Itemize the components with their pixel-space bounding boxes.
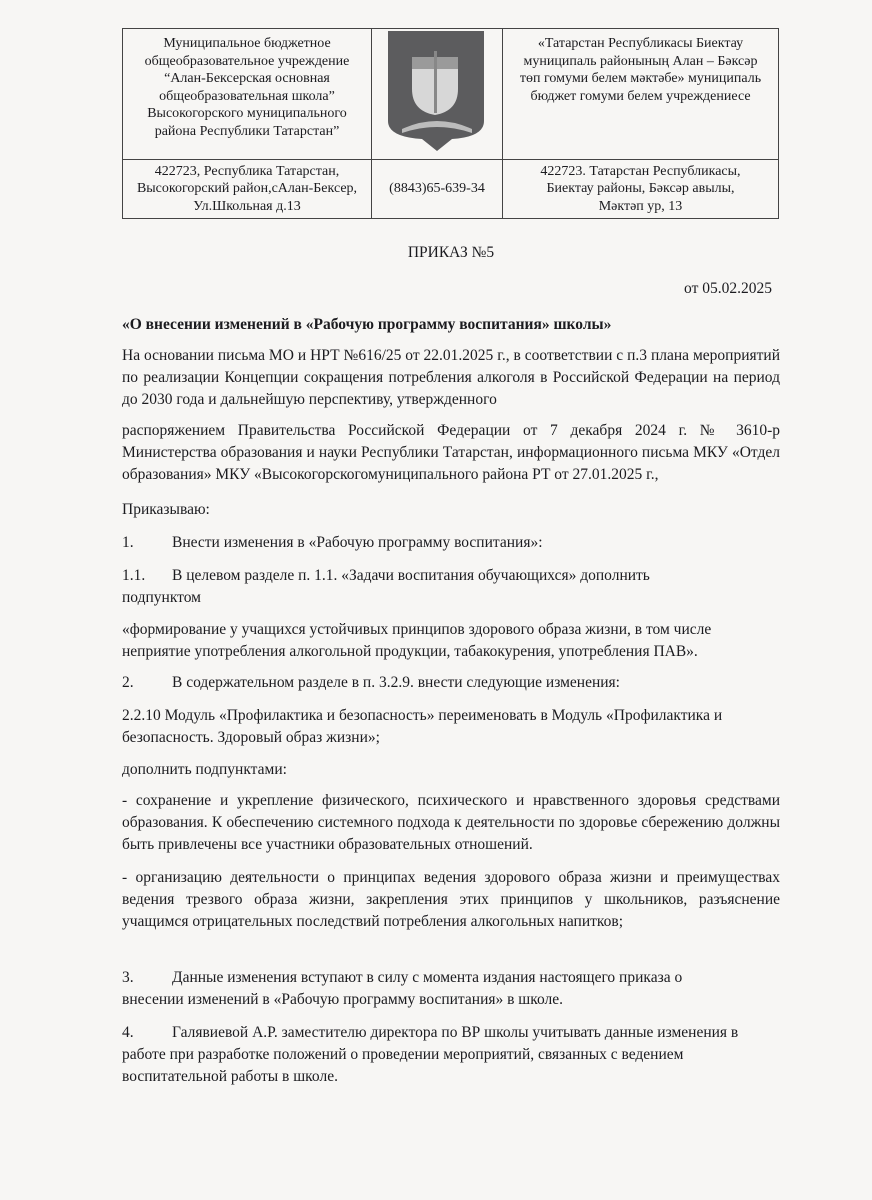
- order-date: от 05.02.2025: [684, 280, 772, 297]
- item-4: [122, 1022, 742, 1088]
- item-2-2-10: 2.2.10 Модуль «Профилактика и безопасность» переименовать в Модуль «Профилактика и безопасность. Здоровый образ жизни»;: [122, 707, 723, 746]
- school-name-ru: [123, 29, 372, 160]
- add-subitems-label: дополнить подпунктами:: [122, 761, 287, 778]
- phone: (8843)65-639-34: [372, 159, 503, 219]
- address-tt: [503, 159, 779, 219]
- quote-addition: «формирование у учащихся устойчивых принципов здорового образа жизни, в том числе неприятие употребления алкогольной продукции, табакокурения, употребления ПАВ».: [122, 621, 712, 660]
- line: төп гомуми белем мәктәбе» муниципаль: [519, 71, 762, 86]
- subitem-health: - сохранение и укрепление физического, психического и нравственного здоровья средствами образования. К обеспечению системного подхода к деятельности по здоровье сбережению должны быть привлечены все участники образовательных отношений.: [122, 792, 780, 853]
- item-number: 4.: [122, 1024, 134, 1041]
- line: «Татарстан Республикасы Биектау: [537, 36, 744, 51]
- line: 422723. Татарстан Республикасы,: [540, 163, 741, 179]
- line: Биектау районы, Бәксәр авылы,: [546, 181, 735, 196]
- line: “Алан-Бексерская основная: [164, 71, 330, 86]
- item-1-1: [122, 565, 722, 609]
- line: муниципаль районының Алан – Бәксәр: [523, 53, 758, 69]
- item-text: Данные изменения вступают в силу с момента издания настоящего приказа о внесении изменений в «Рабочую программу воспитания» в школе.: [122, 969, 683, 1008]
- paragraph-basis-cont: распоряжением Правительства Российской Федерации от 7 декабря 2024 г. № 3610-р Министерства образования и науки Республики Татарстан, информационного письма МКУ «Отдел образования» МКУ «Высокогорскогомуниципального района РТ от 27.01.2025 г.,: [122, 422, 780, 483]
- letterhead-table: [122, 28, 779, 219]
- item-text: В целевом разделе п. 1.1. «Задачи воспитания обучающихся» дополнить подпунктом: [122, 567, 650, 606]
- item-number: 3.: [122, 969, 134, 986]
- subitem-activities: - организацию деятельности о принципах ведения здорового образа жизни и преимуществах ведения трезвого образа жизни, закрепления этих принципов у школьников, разъяснение учащимся отрицательных последствий потребления алкогольных напитков;: [122, 869, 780, 930]
- item-number: 2.: [122, 674, 134, 691]
- item-2: [122, 672, 780, 694]
- coat-of-arms-icon: [372, 29, 502, 153]
- line: общеобразовательная школа”: [159, 88, 335, 104]
- paragraph-basis: На основании письма МО и НРТ №616/25 от 22.01.2025 г., в соответствии с п.3 плана мероприятий по реализации Концепции сокращения потребления алкоголя в Российской Федерации на период до 2030 года и дальнейшую перспективу, утвержденного: [122, 347, 780, 408]
- item-number: 1.: [122, 534, 134, 551]
- line: бюджет гомуми белем учреждениесе: [530, 88, 751, 104]
- line: Высокогорского муниципального: [147, 106, 347, 121]
- line: Муниципальное бюджетное: [163, 36, 331, 51]
- item-text: В содержательном разделе в п. 3.2.9. внести следующие изменения:: [172, 674, 620, 691]
- item-3: [122, 967, 732, 1011]
- line: общеобразовательное учреждение: [144, 53, 350, 69]
- address-ru: [123, 159, 372, 219]
- line: Высокогорский район,сАлан-Бексер,: [136, 181, 358, 196]
- item-number: 1.1.: [122, 567, 146, 584]
- item-text: Галявиевой А.Р. заместителю директора по ВР школы учитывать данные изменения в работе при разработке положений о проведении мероприятий, связанных с ведением воспитательной работы в школе.: [122, 1024, 739, 1085]
- school-name-tt: [503, 29, 779, 160]
- order-word: Приказываю:: [122, 501, 210, 518]
- coat-of-arms: [372, 29, 503, 160]
- item-text: Внести изменения в «Рабочую программу воспитания»:: [172, 534, 543, 551]
- order-subject: «О внесении изменений в «Рабочую программу воспитания» школы»: [122, 316, 612, 333]
- line: Мәктәп ур, 13: [598, 198, 683, 214]
- item-1: [122, 532, 780, 554]
- order-title: ПРИКАЗ №5: [407, 244, 495, 261]
- line: Ул.Школьная д.13: [193, 198, 301, 214]
- line: 422723, Республика Татарстан,: [154, 163, 340, 179]
- line: района Республики Татарстан”: [154, 123, 340, 139]
